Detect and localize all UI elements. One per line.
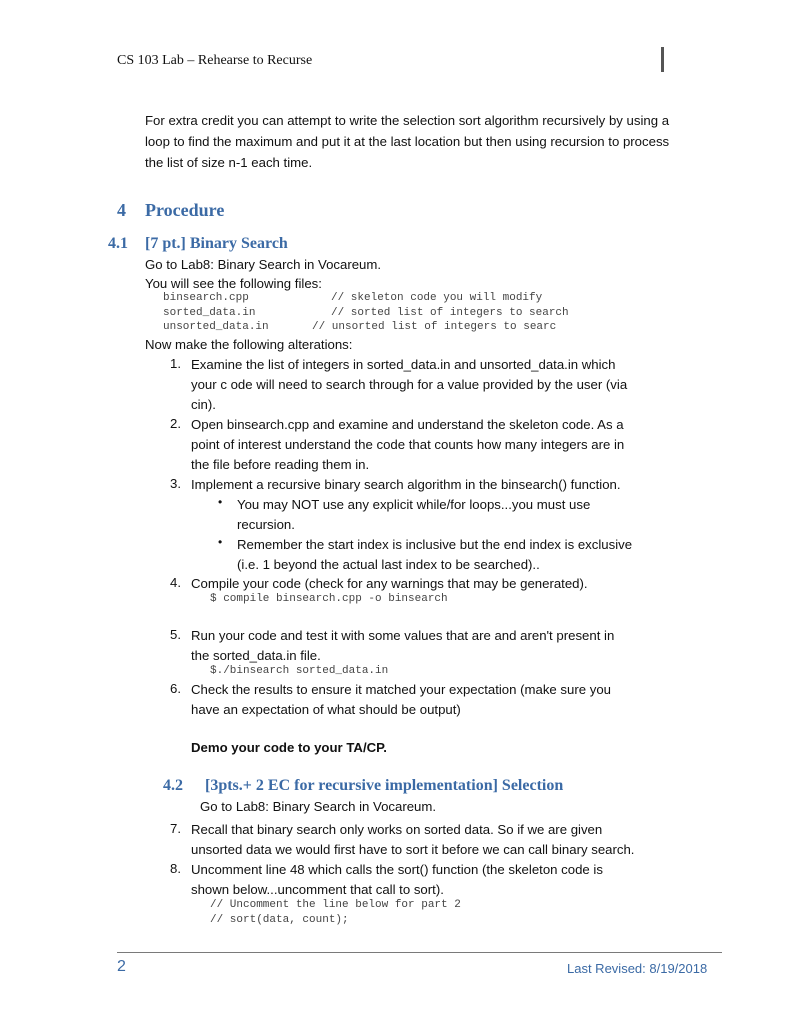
file-name: unsorted_data.in	[163, 321, 269, 333]
bullet-text: You may NOT use any explicit while/for loops...you must use	[237, 497, 591, 512]
step-number: 8.	[170, 861, 181, 876]
step-8-text: Uncomment line 48 which calls the sort() function (the skeleton code is	[191, 862, 603, 877]
step-7-text: unsorted data we would first have to sort it before we can call binary search.	[191, 842, 635, 857]
intro-paragraph: For extra credit you can attempt to write the selection sort algorithm recursively by using a loop to find the maximum and put it at the last location but then using recursion to process the list of size n-1 each time.	[145, 113, 670, 170]
step-5-text: Run your code and test it with some values that are and aren't present in	[191, 628, 615, 643]
file-comment: // skeleton code you will modify	[331, 292, 543, 304]
step-7-text: Recall that binary search only works on sorted data. So if we are given	[191, 822, 603, 837]
subsection-title-4-1: [7 pt.] Binary Search	[145, 235, 288, 252]
step-number: 1.	[170, 356, 181, 371]
file-name: sorted_data.in	[163, 307, 256, 319]
code-sort-call: // sort(data, count);	[210, 914, 349, 926]
step-number: 7.	[170, 821, 181, 836]
subsection-number-4-1: 4.1	[108, 235, 128, 252]
footer-divider	[117, 952, 722, 953]
step-6-text: Check the results to ensure it matched your expectation (make sure you	[191, 682, 612, 697]
step-number: 2.	[170, 416, 181, 431]
step-6-text: have an expectation of what should be output)	[191, 702, 461, 717]
demo-instruction: Demo your code to your TA/CP.	[191, 740, 387, 755]
step-1-text: your c ode will need to search through for a value provided by the user (via	[191, 377, 628, 392]
subsection-number-4-2: 4.2	[163, 777, 183, 794]
step-2-text: Open binsearch.cpp and examine and understand the skeleton code. As a	[191, 417, 624, 432]
page-number: 2	[117, 958, 126, 975]
files-intro: You will see the following files:	[145, 276, 322, 291]
step-number: 5.	[170, 627, 181, 642]
step-8-text: shown below...uncomment that call to sort).	[191, 882, 444, 897]
bullet-text: recursion.	[237, 517, 295, 532]
subsection-title-4-2: [3pts.+ 2 EC for recursive implementation] Selection	[205, 777, 564, 794]
bullet-text: Remember the start index is inclusive but the end index is exclusive	[237, 537, 633, 552]
code-comment-line: // Uncomment the line below for part 2	[210, 899, 461, 911]
step-2-text: point of interest understand the code that counts how many integers are in	[191, 437, 625, 452]
step-2-text: the file before reading them in.	[191, 457, 370, 472]
file-comment: // unsorted list of integers to searc	[312, 321, 557, 333]
bullet-icon: •	[218, 535, 223, 549]
bullet-text: (i.e. 1 beyond the actual last index to be searched)..	[237, 557, 540, 572]
step-number: 3.	[170, 476, 181, 491]
alterations-intro: Now make the following alterations:	[145, 337, 353, 352]
last-revised-date: Last Revised: 8/19/2018	[567, 961, 708, 976]
vocareum-instruction: Go to Lab8: Binary Search in Vocareum.	[200, 799, 437, 814]
step-4-text: Compile your code (check for any warnings that may be generated).	[191, 576, 588, 591]
header-divider-bar	[661, 47, 664, 72]
step-number: 4.	[170, 575, 181, 590]
step-5-text: the sorted_data.in file.	[191, 648, 321, 663]
step-1-text: cin).	[191, 397, 216, 412]
file-comment: // sorted list of integers to search	[331, 307, 569, 319]
section-number: 4	[117, 200, 126, 220]
step-3-text: Implement a recursive binary search algorithm in the binsearch() function.	[191, 477, 621, 492]
section-title: Procedure	[145, 200, 225, 220]
document-header-title: CS 103 Lab – Rehearse to Recurse	[117, 53, 313, 68]
bullet-icon: •	[218, 495, 223, 509]
run-command: $./binsearch sorted_data.in	[210, 665, 389, 677]
vocareum-instruction: Go to Lab8: Binary Search in Vocareum.	[145, 257, 382, 272]
step-number: 6.	[170, 681, 181, 696]
compile-command: $ compile binsearch.cpp -o binsearch	[210, 593, 448, 605]
file-name: binsearch.cpp	[163, 292, 249, 304]
step-1-text: Examine the list of integers in sorted_data.in and unsorted_data.in which	[191, 357, 616, 372]
